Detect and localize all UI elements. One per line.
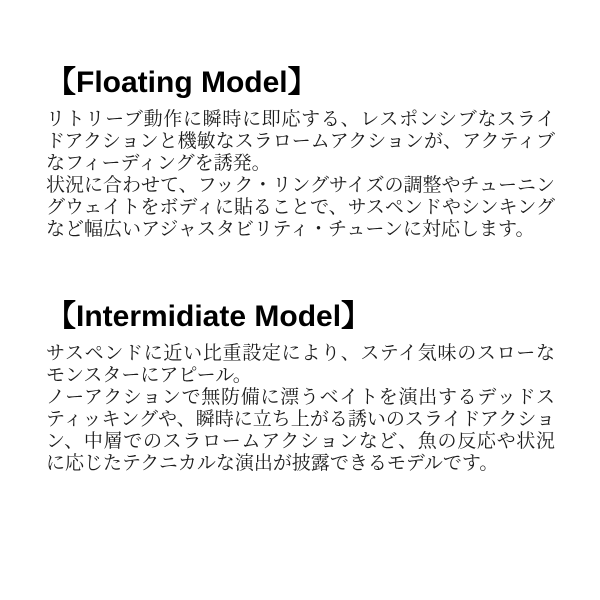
intermidiate-model-section (46, 298, 555, 475)
floating-model-paragraph-1: リトリーブ動作に瞬時に即応する、レスポンシブなスライドアクションと機敏なスラロームアクションが、アクティブなフィーディングを誘発。 (46, 109, 555, 174)
intermidiate-model-heading: 【Intermidiate Model】 (46, 300, 372, 333)
floating-model-paragraph-2: 状況に合わせて、フック・リングサイズの調整やチューニングウェイトをボディに貼ることで、サスペンドやシンキングなど幅広いアジャスタビリティ・チューンに対応します。 (46, 175, 555, 240)
floating-model-section (46, 64, 555, 241)
intermidiate-model-paragraph-2: ノーアクションで無防備に漂うベイトを演出するデッドスティッキングや、瞬時に立ち上がる誘いのスライドアクション、中層でのスラロームアクションなど、魚の反応や状況に応じたテクニカルな演出が披露できるモデルです。 (46, 387, 555, 474)
intermidiate-model-paragraph-1: サスペンドに近い比重設定により、ステイ気味のスローなモンスターにアピール。 (46, 343, 555, 386)
floating-model-heading: 【Floating Model】 (46, 66, 318, 99)
